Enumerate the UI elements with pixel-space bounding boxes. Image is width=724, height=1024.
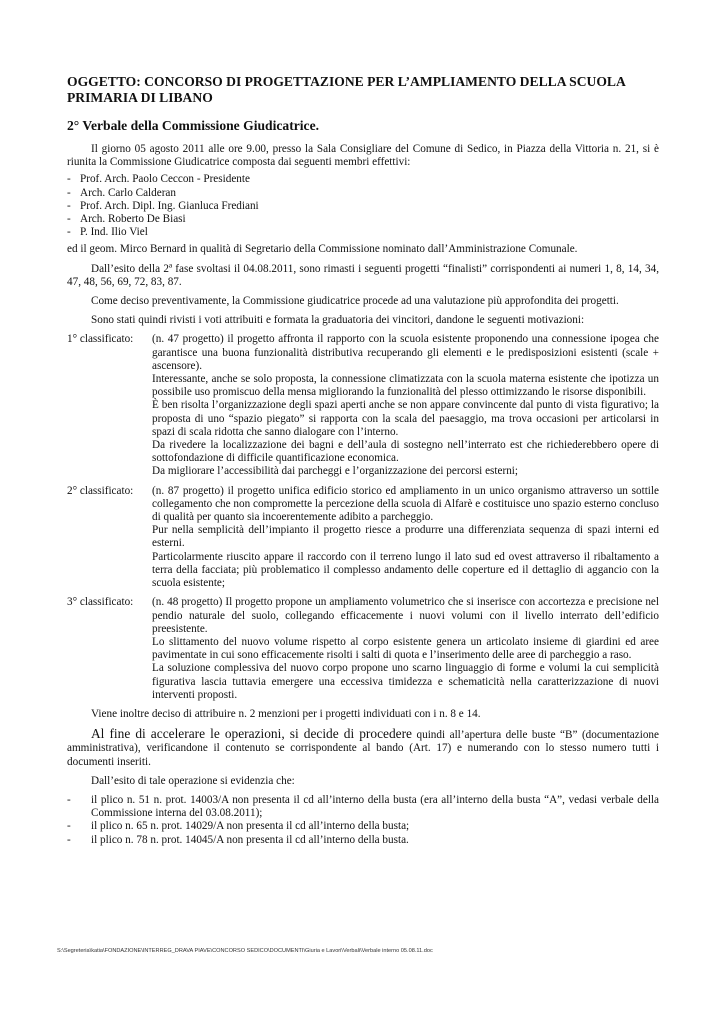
ranking-third <box>67 596 659 702</box>
ranking-paragraph: Particolarmente riuscito appare il raccordo con il terreno lungo il lato sud ed ovest attraverso il ribaltamento a terra della facciata; più problematico il complesso andamento delle coperture ed il dettaglio di aggancio con la scuola esistente; <box>152 550 659 590</box>
ranking-label: 3° classificato: <box>67 596 134 609</box>
outcomes-list <box>67 794 659 847</box>
ranking-paragraph: Interessante, anche se solo proposta, la connessione climatizzata con la scuola materna esistente che ipotizza un possibile uso promiscuo della mensa migliorando la funzionalità del plesso ottimizzando le risorse disponibili. <box>152 373 659 399</box>
member-name: Prof. Arch. Paolo Ceccon - Presidente <box>80 173 250 186</box>
file-path-footer: S:\Segreteria\katia\FONDAZIONE\INTERREG_DRAVA PIAVE\CONCORSO SEDICO\DOCUMENTI\Giuria e Lavori\Verbali\Verbale interno 05.08.11.doc <box>57 948 433 954</box>
outcome-intro-paragraph: Dall’esito di tale operazione si evidenzia che: <box>91 774 295 787</box>
list-dash: - <box>67 226 71 239</box>
list-item <box>67 820 659 833</box>
outcome-text: il plico n. 51 n. prot. 14003/A non presenta il cd all’interno della busta (era all’interno della busta “A”, vedasi verbale della Commissione interna del 03.08.2011); <box>91 793 659 820</box>
list-dash: - <box>67 793 71 806</box>
ranking-paragraph: È ben risolta l’organizzazione degli spazi aperti anche se non appare convincente dal punto di vista figurativo; la proposta di uno “spazio piegato” si rapporta con la scala del paesaggio, ma trova occasioni per articolarsi in spazi di scala ridotta che sanno dialogare con l’interno. <box>152 399 659 438</box>
outcome-text: il plico n. 78 n. prot. 14045/A non presenta il cd all’interno della busta. <box>91 833 409 846</box>
ranking-body <box>152 333 659 478</box>
ranking-label: 1° classificato: <box>67 333 134 346</box>
document-page <box>67 74 659 847</box>
list-dash: - <box>67 173 71 186</box>
ranking-first <box>67 333 659 478</box>
intro-paragraph: Il giorno 05 agosto 2011 alle ore 9.00, presso la Sala Consigliare del Comune di Sedico, in Piazza della Vittoria n. 21, si è riunita la Commissione Giudicatrice composta dai seguenti membri effettivi: <box>67 143 659 169</box>
member-name: P. Ind. Ilio Viel <box>80 226 148 239</box>
evaluation-paragraph: Come deciso preventivamente, la Commissione giudicatrice procede ad una valutazione più approfondita dei progetti. <box>91 295 619 308</box>
ranking-label: 2° classificato: <box>67 484 134 497</box>
outcome-text: il plico n. 65 n. prot. 14029/A non presenta il cd all’interno della busta; <box>91 820 410 833</box>
ranking-paragraph: Lo slittamento del nuovo volume rispetto al corpo esistente genera un articolato insieme di giardini ed aree pavimentate in cui sono efficacemente risolti i salti di quota e l’inserimento delle aree di parcheggio a raso. <box>152 635 659 662</box>
list-dash: - <box>67 820 71 833</box>
member-name: Arch. Carlo Calderan <box>80 186 176 199</box>
list-dash: - <box>67 186 71 199</box>
list-item <box>67 173 659 186</box>
ranking-paragraph: (n. 48 progetto) Il progetto propone un ampliamento volumetrico che si inserisce con accortezza e precisione nel pendio naturale del suolo, collegando efficacemente i nuovi volumi con il livello interrato dell’edificio preesistente. <box>152 596 659 635</box>
members-list <box>67 173 659 239</box>
list-item <box>67 213 659 226</box>
ranking-body <box>152 596 659 702</box>
list-item <box>67 226 659 239</box>
member-name: Arch. Roberto De Biasi <box>80 213 186 226</box>
ranking-intro-paragraph: Sono stati quindi rivisti i voti attribuiti e formata la graduatoria dei vincitori, dandone le seguenti motivazioni: <box>91 314 585 327</box>
document-subtitle: 2° Verbale della Commissione Giudicatrice. <box>67 118 319 133</box>
list-item <box>67 794 659 820</box>
acceleration-lead: Al fine di accelerare le operazioni, si decide di procedere <box>91 726 412 742</box>
secretary-paragraph: ed il geom. Mirco Bernard in qualità di Segretario della Commissione nominato dall’Amministrazione Comunale. <box>67 243 578 256</box>
acceleration-rest: quindi all’apertura delle buste “B” (documentazione amministrativa), verificandone il contenuto se corrispondente al bando (Art. 17) e numerando con lo stesso numero tutti i documenti inseriti. <box>67 729 659 768</box>
ranking-paragraph: La soluzione complessiva del nuovo corpo propone uno scarno linguaggio di forme e volumi la cui semplicità figurativa lascia tuttavia emergere una eccessiva timidezza e schematicità nella caratterizzazione di nuovi interventi proposti. <box>152 662 659 701</box>
ranking-second <box>67 485 659 591</box>
mentions-paragraph: Viene inoltre deciso di attribuire n. 2 menzioni per i progetti individuati con i n. 8 e 14. <box>91 707 481 720</box>
list-item <box>67 187 659 200</box>
ranking-paragraph: (n. 47 progetto) il progetto affronta il rapporto con la scuola esistente proponendo una connessione ipogea che garantisce una buona funzionalità distributiva recuperando gli elementi e le predisposizioni esistenti (scale + ascensore). <box>152 333 659 372</box>
document-title: OGGETTO: CONCORSO DI PROGETTAZIONE PER L’AMPLIAMENTO DELLA SCUOLA PRIMARIA DI LIBANO <box>67 74 626 105</box>
second-phase-paragraph: Dall’esito della 2ª fase svoltasi il 04.08.2011, sono rimasti i seguenti progetti “finalisti” corrispondenti ai numeri 1, 8, 14, 34, 47, 48, 56, 69, 72, 83, 87. <box>67 262 659 288</box>
ranking-body <box>152 485 659 591</box>
list-dash: - <box>67 213 71 226</box>
ranking-paragraph: Da rivedere la localizzazione dei bagni e dell’aula di sostegno nell’interrato est che richiederebbero opere di sottofondazione di difficile quantificazione economica. <box>152 439 659 465</box>
member-name: Prof. Arch. Dipl. Ing. Gianluca Frediani <box>80 199 259 212</box>
list-item <box>67 834 659 847</box>
ranking-paragraph: (n. 87 progetto) il progetto unifica edificio storico ed ampliamento in un unico organismo attraverso un sottile collegamento che non compromette la percezione della scuola di Alfarè e costituisce uno spazio esterno concluso di qualità per quanto sia incoerentemente adibito a parcheggio. <box>152 484 659 524</box>
acceleration-paragraph <box>67 727 659 769</box>
list-dash: - <box>67 199 71 212</box>
ranking-paragraph: Da migliorare l’accessibilità dai parcheggi e l’organizzazione dei percorsi esterni; <box>152 465 519 478</box>
list-item <box>67 200 659 213</box>
list-dash: - <box>67 833 71 846</box>
ranking-paragraph: Pur nella semplicità dell’impianto il progetto riesce a produrre una differenziata sequenza di spazi interni ed esterni. <box>152 524 659 550</box>
